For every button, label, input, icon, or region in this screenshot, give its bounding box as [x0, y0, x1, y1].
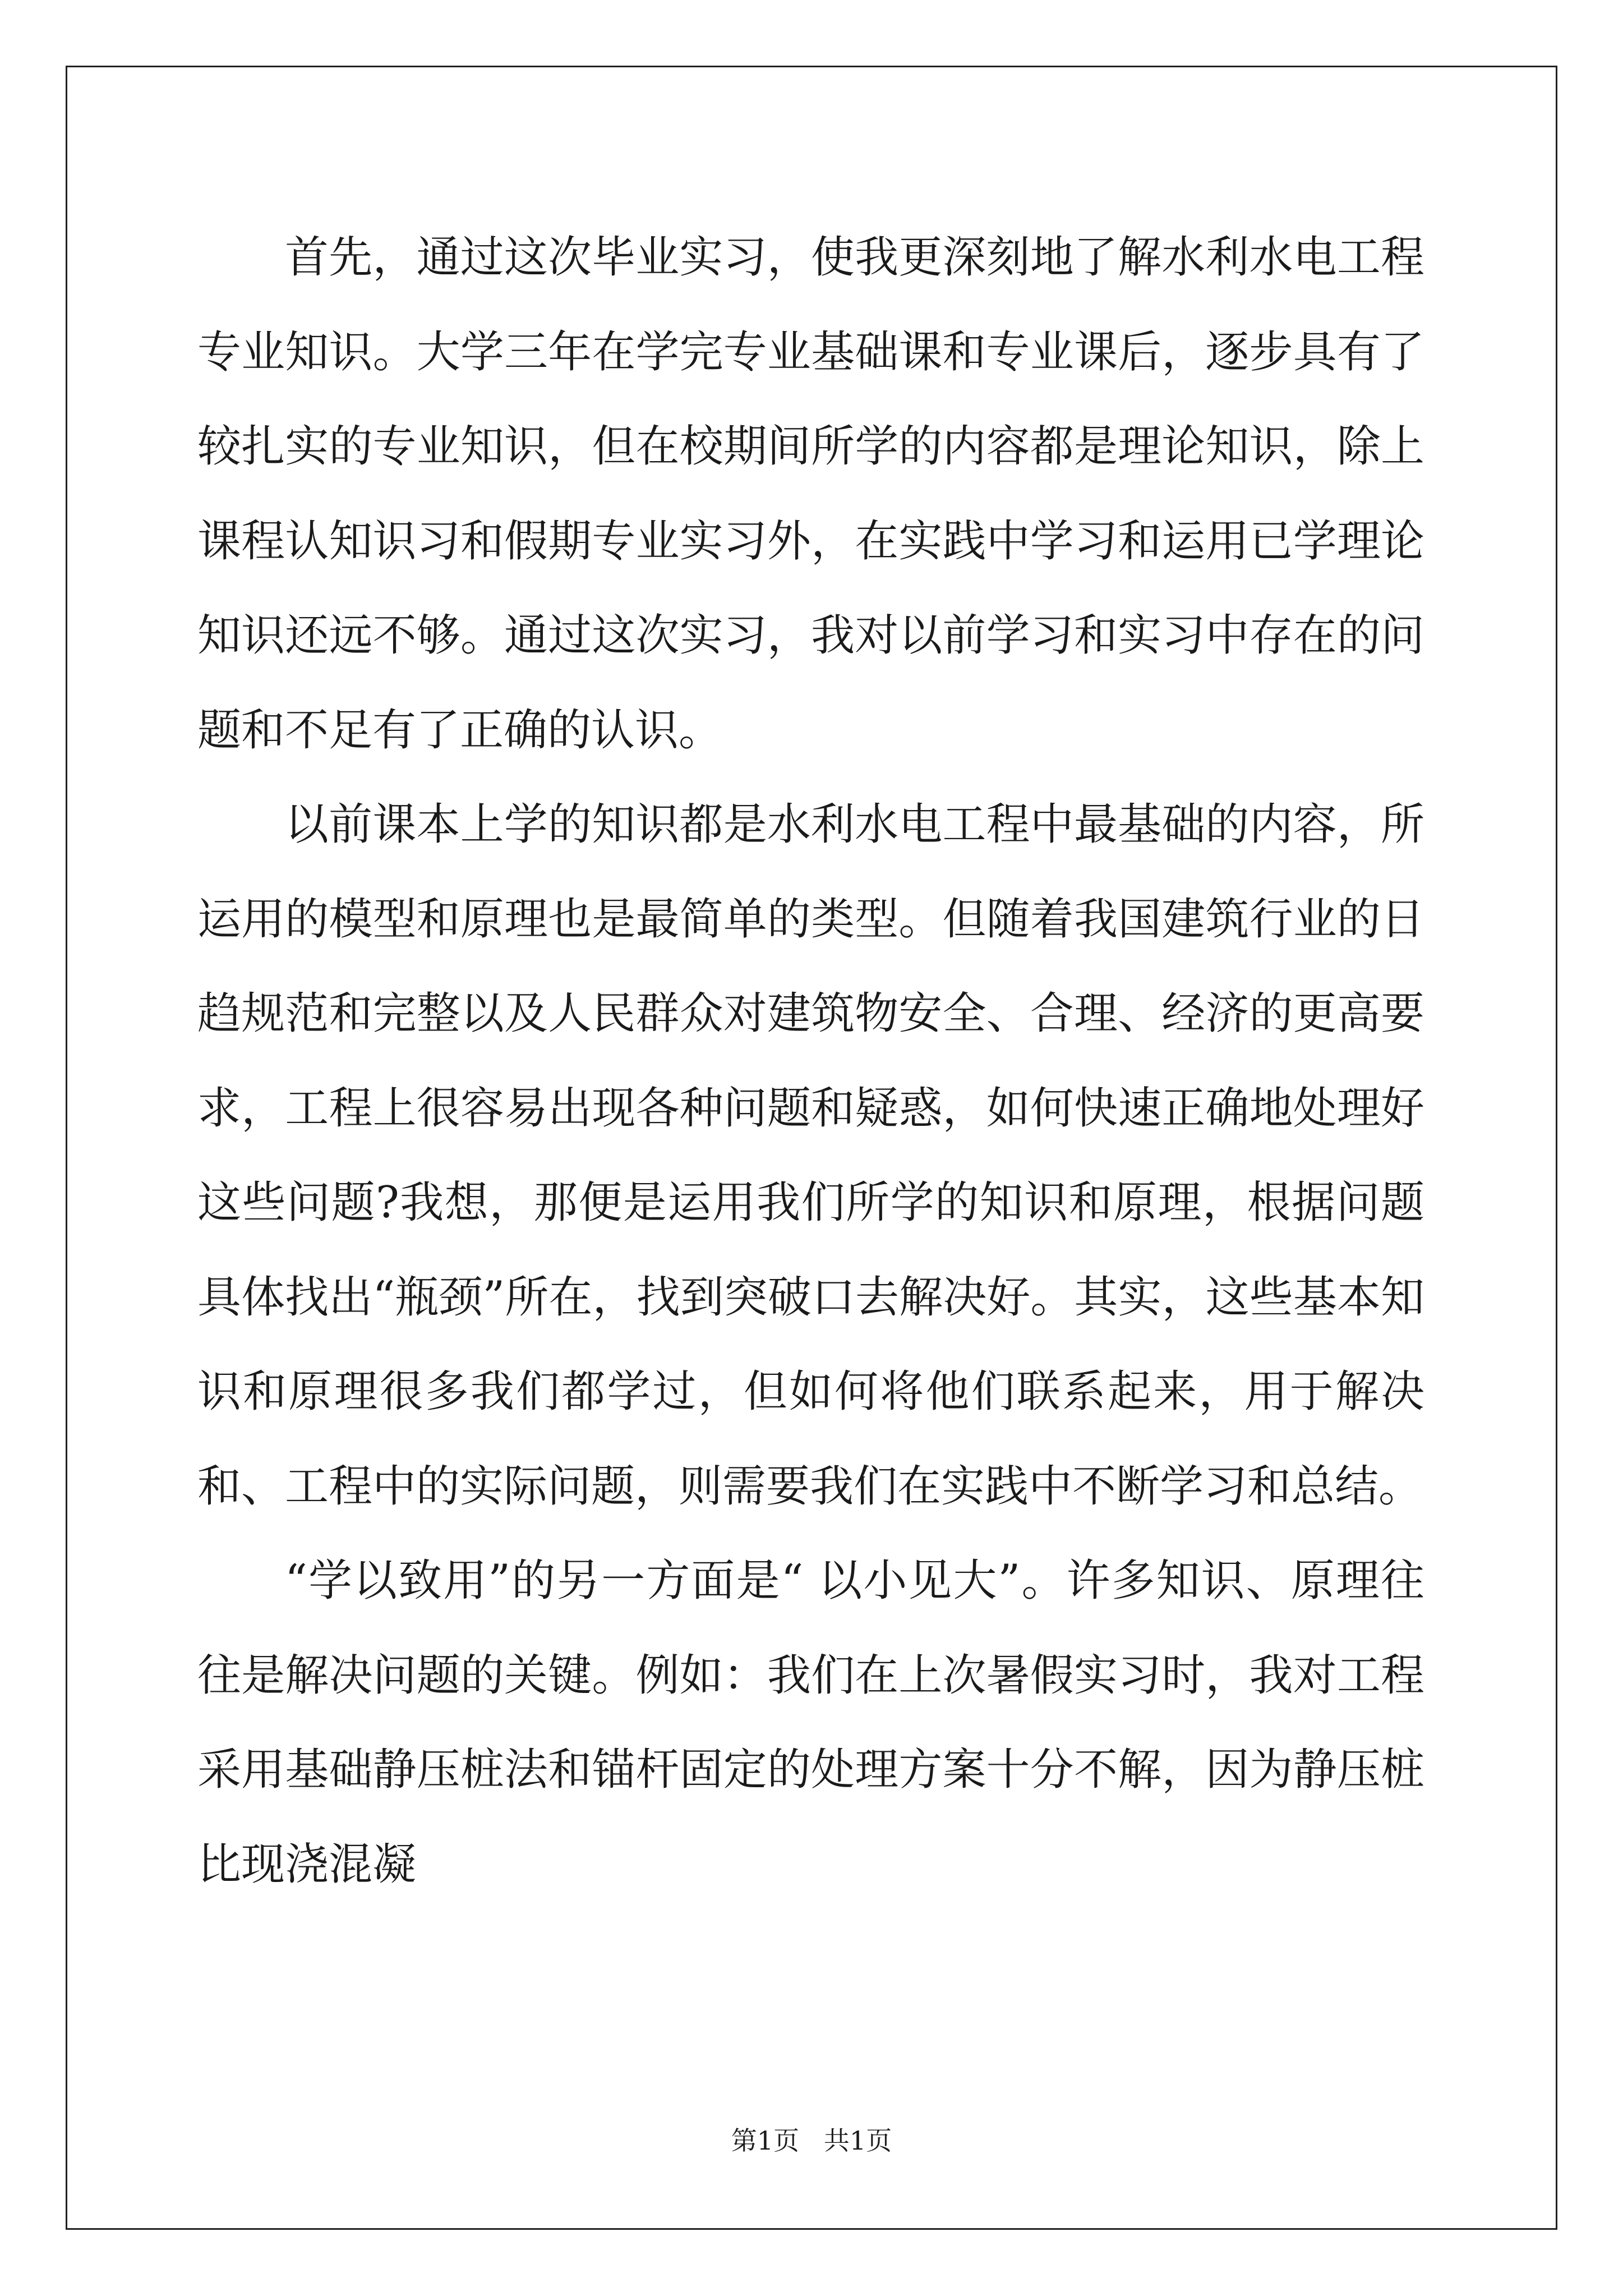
paragraph-1: 首先，通过这次毕业实习，使我更深刻地了解水利水电工程专业知识。大学三年在学完专业基础课和专业课后，逐步具有了较扎实的专业知识，但在校期间所学的内容都是理论知识，除上课程认知识习和假期专业实习外，在实践中学习和运用已学理论知识还远不够。通过这次实习，我对以前学习和实习中存在的问题和不足有了正确的认识。	[197, 232, 1424, 756]
paragraph-3: “学以致用”的另一方面是“ 以小见大”。许多知识、原理往往是解决问题的关键。例如：我们在上次暑假实习时，我对工程采用基础静压桩法和锚杆固定的处理方案十分不解，因为静压桩比现浇混凝	[197, 1556, 1424, 1890]
document-body	[197, 210, 1424, 1912]
page-number-footer: 第1页 共1页	[731, 2125, 892, 2156]
paragraph-2: 以前课本上学的知识都是水利水电工程中最基础的内容，所运用的模型和原理也是最简单的类型。但随着我国建筑行业的日趋规范和完整以及人民群众对建筑物安全、合理、经济的更高要求，工程上很容易出现各种问题和疑惑，如何快速正确地处理好这些问题?我想，那便是运用我们所学的知识和原理，根据问题具体找出“瓶颈”所在，找到突破口去解决好。其实，这些基本知识和原理很多我们都学过，但如何将他们联系起来，用于解决和、工程中的实际问题，则需要我们在实践中不断学习和总结。	[197, 799, 1424, 1512]
